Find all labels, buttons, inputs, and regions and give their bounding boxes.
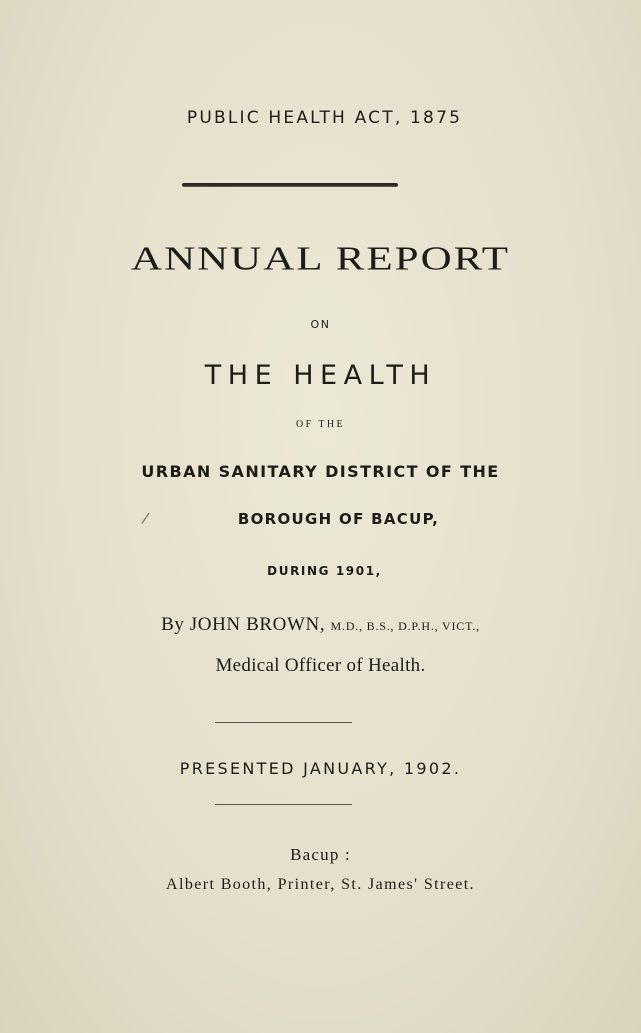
divider-rule: [215, 804, 352, 805]
divider-rule: [215, 722, 352, 723]
report-title: ANNUAL REPORT: [131, 240, 510, 278]
year-line: DURING 1901,: [267, 564, 382, 578]
imprint-place: Bacup :: [290, 845, 351, 864]
author-prefix: By: [161, 614, 185, 635]
of-the-label: OF THE: [296, 419, 345, 430]
ornamental-rule: [182, 183, 398, 187]
borough-line: BOROUGH OF BACUP,: [237, 510, 440, 528]
author-degrees: M.D., B.S., D.P.H., VICT.,: [330, 619, 480, 633]
district-line: URBAN SANITARY DISTRICT OF THE: [141, 462, 500, 481]
author-name: JOHN BROWN,: [189, 614, 326, 635]
imprint-printer: Albert Booth, Printer, St. James' Street.: [166, 876, 475, 893]
presented-line: PRESENTED JANUARY, 1902.: [179, 759, 462, 778]
health-heading: THE HEALTH: [204, 360, 437, 391]
position-title: Medical Officer of Health.: [215, 655, 426, 676]
ink-mark: /: [140, 508, 151, 528]
act-heading: PUBLIC HEALTH ACT, 1875: [186, 108, 463, 128]
on-label: ON: [310, 318, 331, 331]
author-line: [0, 614, 641, 636]
